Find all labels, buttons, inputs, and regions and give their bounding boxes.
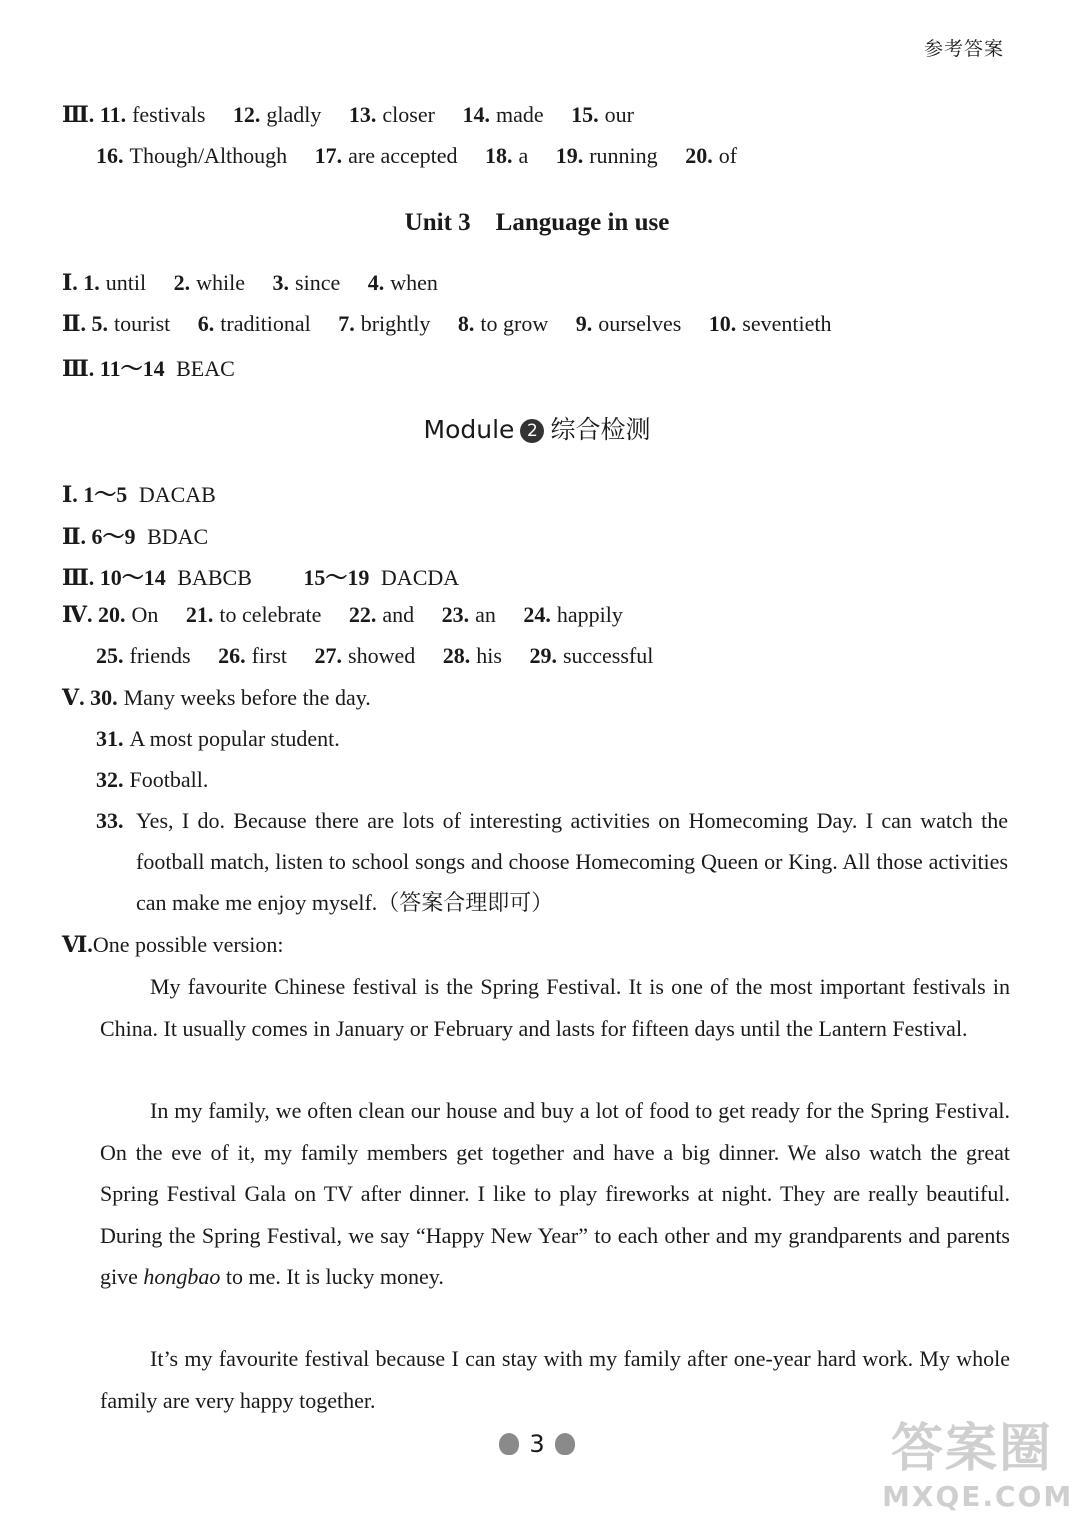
- answer-item: 24. happily: [523, 602, 623, 627]
- roman-numeral: Ⅰ.: [62, 270, 78, 295]
- answer-item: 19. running: [555, 143, 658, 168]
- roman-numeral: Ⅲ.: [62, 356, 95, 381]
- answer-item: 22. and: [348, 602, 415, 627]
- module-section-4-row-1: [62, 602, 645, 628]
- answer-item: 3. since: [272, 270, 341, 295]
- answer-item: 10. seventieth: [708, 311, 832, 336]
- module-section-6-intro: Ⅵ.One possible version:: [62, 932, 284, 957]
- answer-33-number: 33.: [96, 808, 124, 833]
- essay-paragraph-1: My favourite Chinese festival is the Spring Festival. It is one of the most important festivals in China. It usually comes in January or February and lasts for fifteen days until the Lantern Festival.: [100, 974, 1010, 1041]
- answer-item: 15. our: [571, 102, 634, 127]
- answer-item: 16. Though/Although: [96, 143, 288, 168]
- answer-range: 10～14: [99, 565, 166, 590]
- answer-item: 17. are accepted: [314, 143, 458, 168]
- answer-item: 7. brightly: [338, 311, 431, 336]
- answer-item: 25. friends: [96, 643, 191, 668]
- answer-item: 9. ourselves: [575, 311, 682, 336]
- answer-item: 14. made: [462, 102, 544, 127]
- module-section-5-answer-32: 32. Football.: [96, 767, 209, 792]
- unit-heading: Unit 3 Language in use: [404, 209, 670, 236]
- section-3-row-2: [96, 143, 759, 169]
- answer-item: 13. closer: [348, 102, 435, 127]
- answer-item: 11. festivals: [99, 102, 206, 127]
- header-label: 参考答案: [923, 38, 1004, 60]
- answer-item: 1. until: [83, 270, 147, 295]
- answer-item: 4. when: [367, 270, 438, 295]
- roman-numeral: Ⅲ.: [62, 102, 95, 127]
- answer-item: 21. to celebrate: [185, 602, 322, 627]
- answer-letters: BABCB: [177, 565, 252, 590]
- answer-letters: BEAC: [176, 356, 235, 381]
- module-heading: [0, 410, 1074, 446]
- leaf-icon: [555, 1433, 575, 1455]
- module-section-5-answer-30: Ⅴ. 30. Many weeks before the day.: [62, 685, 371, 710]
- essay-paragraph-2: In my family, we often clean our house and buy a lot of food to get ready for the Spring Festival. On the eve of it, my family members get together and have a big dinner. We also watch the great Spring Festival Gala on TV after dinner. I like to play fireworks at night. They are really beautiful. During the Spring Festival, we say “Happy New Year” to each other and my grandparents and parents give hongbao to me. It is lucky money.: [100, 1098, 1010, 1289]
- answer-letters: DACAB: [138, 482, 216, 507]
- roman-numeral: Ⅱ.: [62, 524, 87, 549]
- unit-section-3: [62, 352, 235, 383]
- module-prefix: Module: [423, 415, 515, 444]
- roman-numeral: Ⅰ.: [62, 482, 78, 507]
- module-number-badge: 2: [520, 419, 544, 443]
- answer-item: 28. his: [442, 643, 502, 668]
- essay-paragraph-3: It’s my favourite festival because I can stay with my family after one-year hard work. My whole family are very happy together.: [100, 1346, 1010, 1413]
- answer-item: 8. to grow: [457, 311, 549, 336]
- answer-letters: DACDA: [380, 565, 460, 590]
- answer-letters: BDAC: [147, 524, 209, 549]
- roman-numeral: Ⅴ.: [62, 685, 85, 710]
- roman-numeral: Ⅵ.: [62, 932, 93, 957]
- roman-numeral: Ⅳ.: [62, 602, 93, 627]
- unit-section-2: [62, 311, 854, 337]
- answer-33-text: Yes, I do. Because there are lots of interesting activities on Homecoming Day. I can watch the football match, listen to school songs and choose Homecoming Queen or King. All those activities can make me enjoy myself.（答案合理即可）: [136, 808, 1008, 915]
- module-section-3: [62, 561, 459, 592]
- page-number: 3: [529, 1430, 545, 1458]
- answer-item: 20. of: [685, 143, 738, 168]
- answer-item: 23. an: [441, 602, 496, 627]
- module-section-5-answer-31: 31. A most popular student.: [96, 726, 340, 751]
- answer-range: 11～14: [99, 356, 165, 381]
- section-3-row-1: [62, 102, 656, 128]
- answer-range: 1～5: [83, 482, 128, 507]
- answer-item: 12. gladly: [232, 102, 322, 127]
- module-section-4-row-2: [96, 643, 675, 669]
- answer-range: 15～19: [303, 565, 370, 590]
- answer-item: 5. tourist: [91, 311, 171, 336]
- module-section-1: [62, 478, 216, 509]
- roman-numeral: Ⅱ.: [62, 311, 87, 336]
- leaf-icon: [499, 1433, 519, 1455]
- watermark: 答案圈 MXQE.COM: [882, 1419, 1074, 1513]
- answer-item: 20. On: [97, 602, 159, 627]
- answer-item: 6. traditional: [197, 311, 311, 336]
- answer-item: 29. successful: [529, 643, 654, 668]
- answer-range: 6～9: [91, 524, 136, 549]
- answer-item: 26. first: [218, 643, 288, 668]
- answer-item: 27. showed: [314, 643, 416, 668]
- module-title: 综合检测: [550, 415, 651, 444]
- roman-numeral: Ⅲ.: [62, 565, 95, 590]
- unit-section-1: [62, 270, 460, 296]
- answer-item: 2. while: [173, 270, 246, 295]
- module-section-2: [62, 520, 208, 551]
- answer-item: 18. a: [484, 143, 529, 168]
